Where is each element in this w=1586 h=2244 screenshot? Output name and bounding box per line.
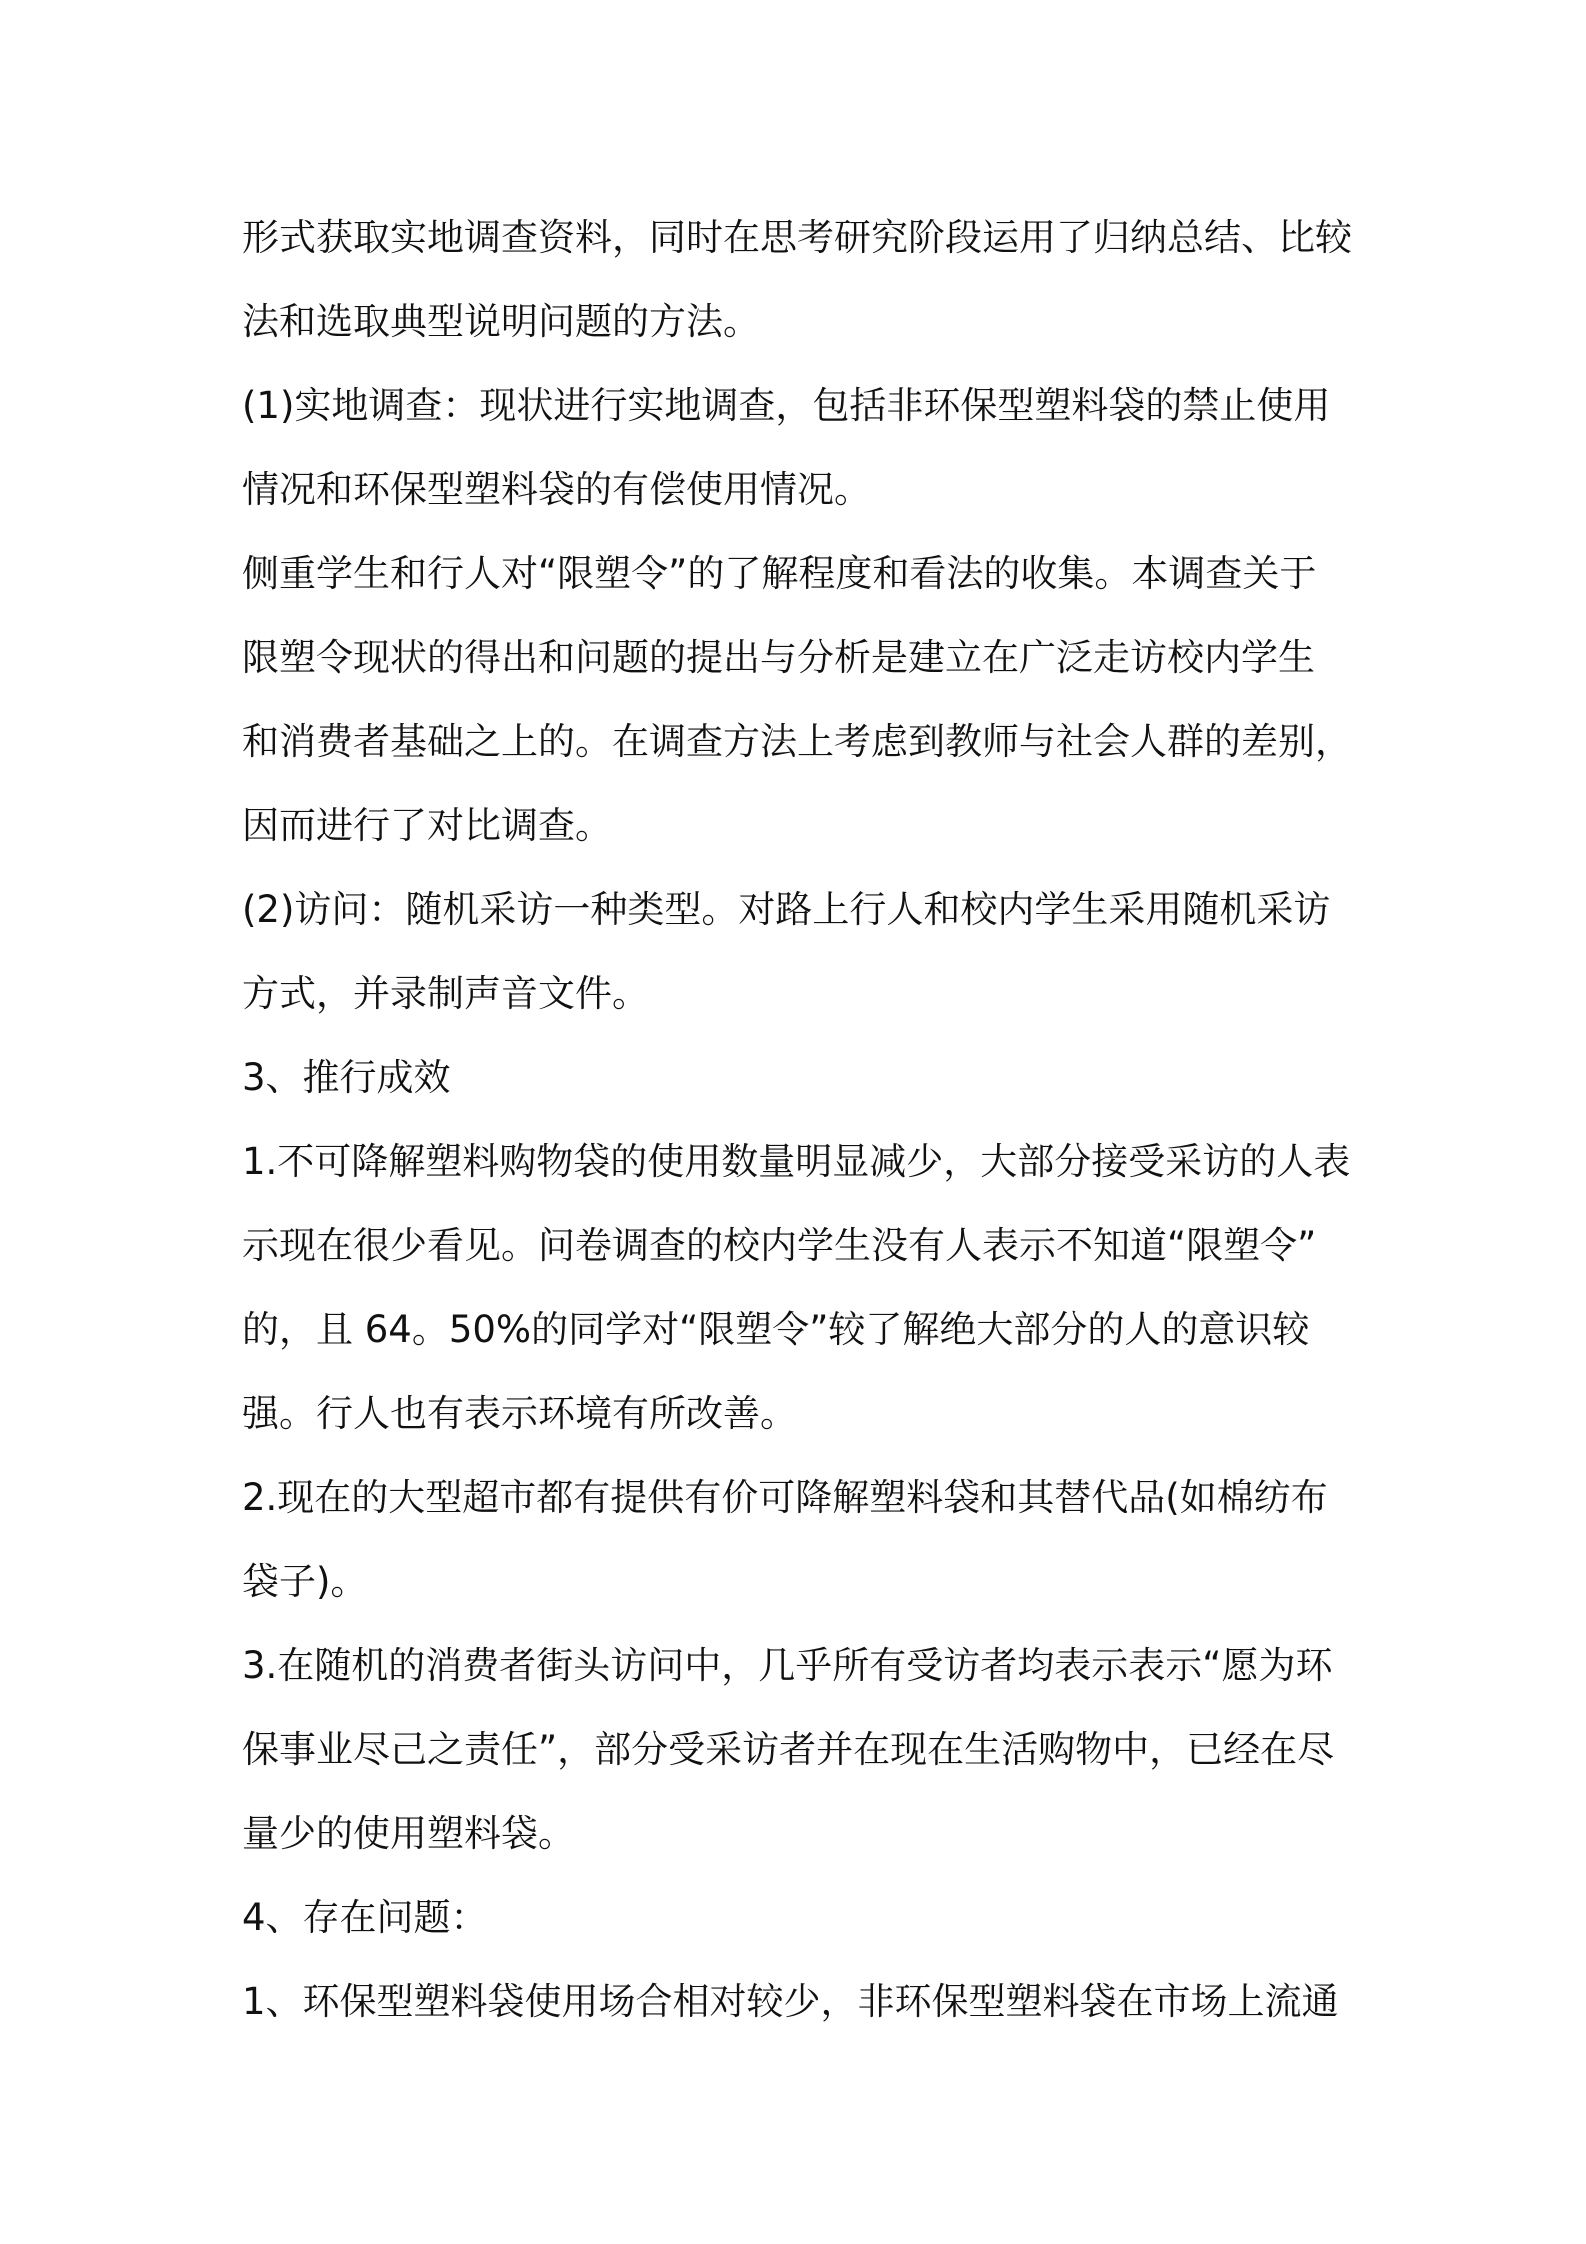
text-line: 量少的使用塑料袋。 <box>242 1812 575 1855</box>
text-line: 保事业尽己之责任”，部分受采访者并在现在生活购物中，已经在尽 <box>242 1728 1335 1771</box>
text-line: 3.在随机的消费者街头访问中，几乎所有受访者均表示表示“愿为环 <box>242 1644 1333 1687</box>
text-line: (1)实地调查：现状进行实地调查，包括非环保型塑料袋的禁止使用 <box>242 384 1331 427</box>
text-line: 袋子)。 <box>242 1560 368 1603</box>
text-line: 法和选取典型说明问题的方法。 <box>242 300 760 343</box>
text-line: (2)访问：随机采访一种类型。对路上行人和校内学生采用随机采访 <box>242 888 1331 931</box>
text-line: 2.现在的大型超市都有提供有价可降解塑料袋和其替代品(如棉纺布 <box>242 1476 1328 1519</box>
text-line: 因而进行了对比调查。 <box>242 804 612 847</box>
text-line: 强。行人也有表示环境有所改善。 <box>242 1392 797 1435</box>
text-line: 方式，并录制声音文件。 <box>242 972 649 1015</box>
section-heading: 3、推行成效 <box>242 1056 451 1099</box>
section-heading: 4、存在问题： <box>242 1896 488 1939</box>
text-line: 情况和环保型塑料袋的有偿使用情况。 <box>242 468 871 511</box>
text-line: 限塑令现状的得出和问题的提出与分析是建立在广泛走访校内学生 <box>242 636 1315 679</box>
text-line: 1、环保型塑料袋使用场合相对较少，非环保型塑料袋在市场上流通 <box>242 1980 1339 2023</box>
text-line: 的，且 64。50%的同学对“限塑令”较了解绝大部分的人的意识较 <box>242 1308 1310 1351</box>
text-line: 侧重学生和行人对“限塑令”的了解程度和看法的收集。本调查关于 <box>242 552 1317 595</box>
text-line: 1.不可降解塑料购物袋的使用数量明显减少，大部分接受采访的人表 <box>242 1140 1351 1183</box>
text-line: 和消费者基础之上的。在调查方法上考虑到教师与社会人群的差别， <box>242 720 1352 763</box>
text-line: 示现在很少看见。问卷调查的校内学生没有人表示不知道“限塑令” <box>242 1224 1317 1267</box>
text-line: 形式获取实地调查资料，同时在思考研究阶段运用了归纳总结、比较 <box>242 216 1352 259</box>
document-body <box>242 196 1362 2044</box>
